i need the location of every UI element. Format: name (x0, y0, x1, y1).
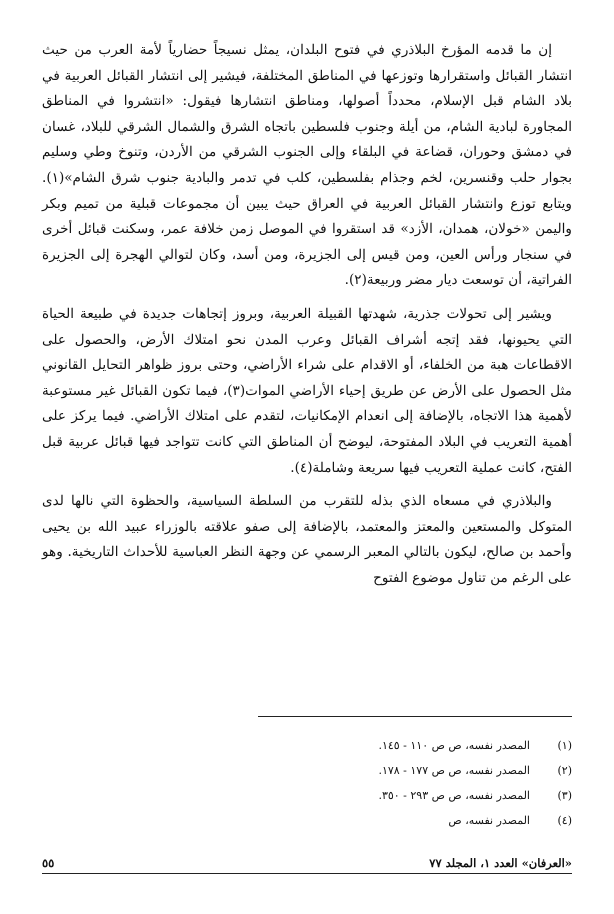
footnote-number: (٣) (557, 789, 572, 802)
paragraph-1: إن ما قدمه المؤرخ البلاذري في فتوح البلدان، يمثل نسيجاً حضارياً لأمة العرب من حيث انتشار القبائل واستقرارها وتوزعها في المناطق المختلفة، فيشير إلى انتشار القبائل العربية في بلاد الشام قبل الإسلام، محدداً أصولها، ومناطق انتشارها فيقول: «انتشروا في المناطق المجاورة لبادية الشام، من أيلة وجنوب فلسطين باتجاه الشرق والشمال الشرقي للبلاد، غسان في دمشق وحوران، قضاعة في البلقاء وإلى الجنوب الشرقي من الأردن، وتنوخ وطي وسليم بجوار حلب وقنسرين، لخم وجذام بفلسطين، كلب في تدمر والبادية جنوب شرق الشام»(١). ويتابع توزع وانتشار القبائل العربية في العراق حيث يبين أن مجموعات قبلية من تميم وبكر واليمن «خولان، همدان، الأزد» قد استقروا في الموصل زمن خلافة عمر، وسكنت قبائل أخرى في سنجار ورأس العين، ومن قيس إلى الجزيرة، ومن أسد، وكان لتوالي الهجرة إلى الجزيرة الفراتية، أن توسعت ديار مضر وربيعة(٢). (42, 42, 572, 289)
footnote-number: (٢) (557, 764, 572, 777)
main-text (42, 38, 572, 591)
footnote-4 (240, 808, 572, 833)
footnote-3 (240, 783, 572, 808)
footnote-number: (٤) (557, 814, 572, 827)
footnote-text: المصدر نفسه، ص ص ١٧٧ - ١٧٨. (378, 764, 530, 777)
running-head: «العرفان» العدد ١، المجلد ٧٧ (429, 856, 572, 870)
paragraph-3: والبلاذري في مسعاه الذي بذله للتقرب من السلطة السياسية، والحظوة التي نالها لدى المتوكل والمستعين والمعتز والمعتمد، بالإضافة إلى صفو علاقته بالوزراء عبيد الله بن يحيى وأحمد بن صالح، ليكون بالتالي المعبر الرسمي عن وجهة النظر العباسية للأحداث التاريخية. وهو على الرغم من تناول موضوع الفتوح (42, 493, 572, 586)
footnote-1 (240, 733, 572, 758)
footnote-separator (258, 716, 572, 717)
footnote-text: المصدر نفسه، ص (448, 814, 530, 827)
footnote-number: (١) (557, 739, 572, 752)
footnotes (240, 733, 572, 833)
page-number: ٥٥ (42, 856, 55, 870)
footer-rule (42, 873, 572, 874)
footnote-2 (240, 758, 572, 783)
paragraph-2: ويشير إلى تحولات جذرية، شهدتها القبيلة العربية، وبروز إتجاهات جديدة في طبيعة الحياة التي يحيونها، فقد إتجه أشراف القبائل وعرب المدن نحو امتلاك الأرض، والحصول على الاقطاعات هبة من الخلفاء، أو الاقدام على شراء الأراضي، وحتى بروز ظواهر التحايل القانوني مثل الحصول على الأرض عن طريق إحياء الأراضي الموات(٣)، فيما تكون القبائل غير مستوعبة لأهمية هذا الاتجاه، بالإضافة إلى انعدام الإمكانيات، لتقدم على امتلاك الأراضي. فيما يركز على أهمية التعريب في البلاد المفتوحة، ليوضح أن المناطق التي كانت تتواجد فيها قبائل عربية قبل الفتح، كانت عملية التعريب فيها سريعة وشاملة(٤). (42, 305, 572, 476)
footnote-text: المصدر نفسه، ص ص ٢٩٣ - ٣٥٠. (378, 789, 530, 802)
footnote-text: المصدر نفسه، ص ص ١١٠ - ١٤٥. (378, 739, 530, 752)
page-footer (42, 853, 572, 873)
